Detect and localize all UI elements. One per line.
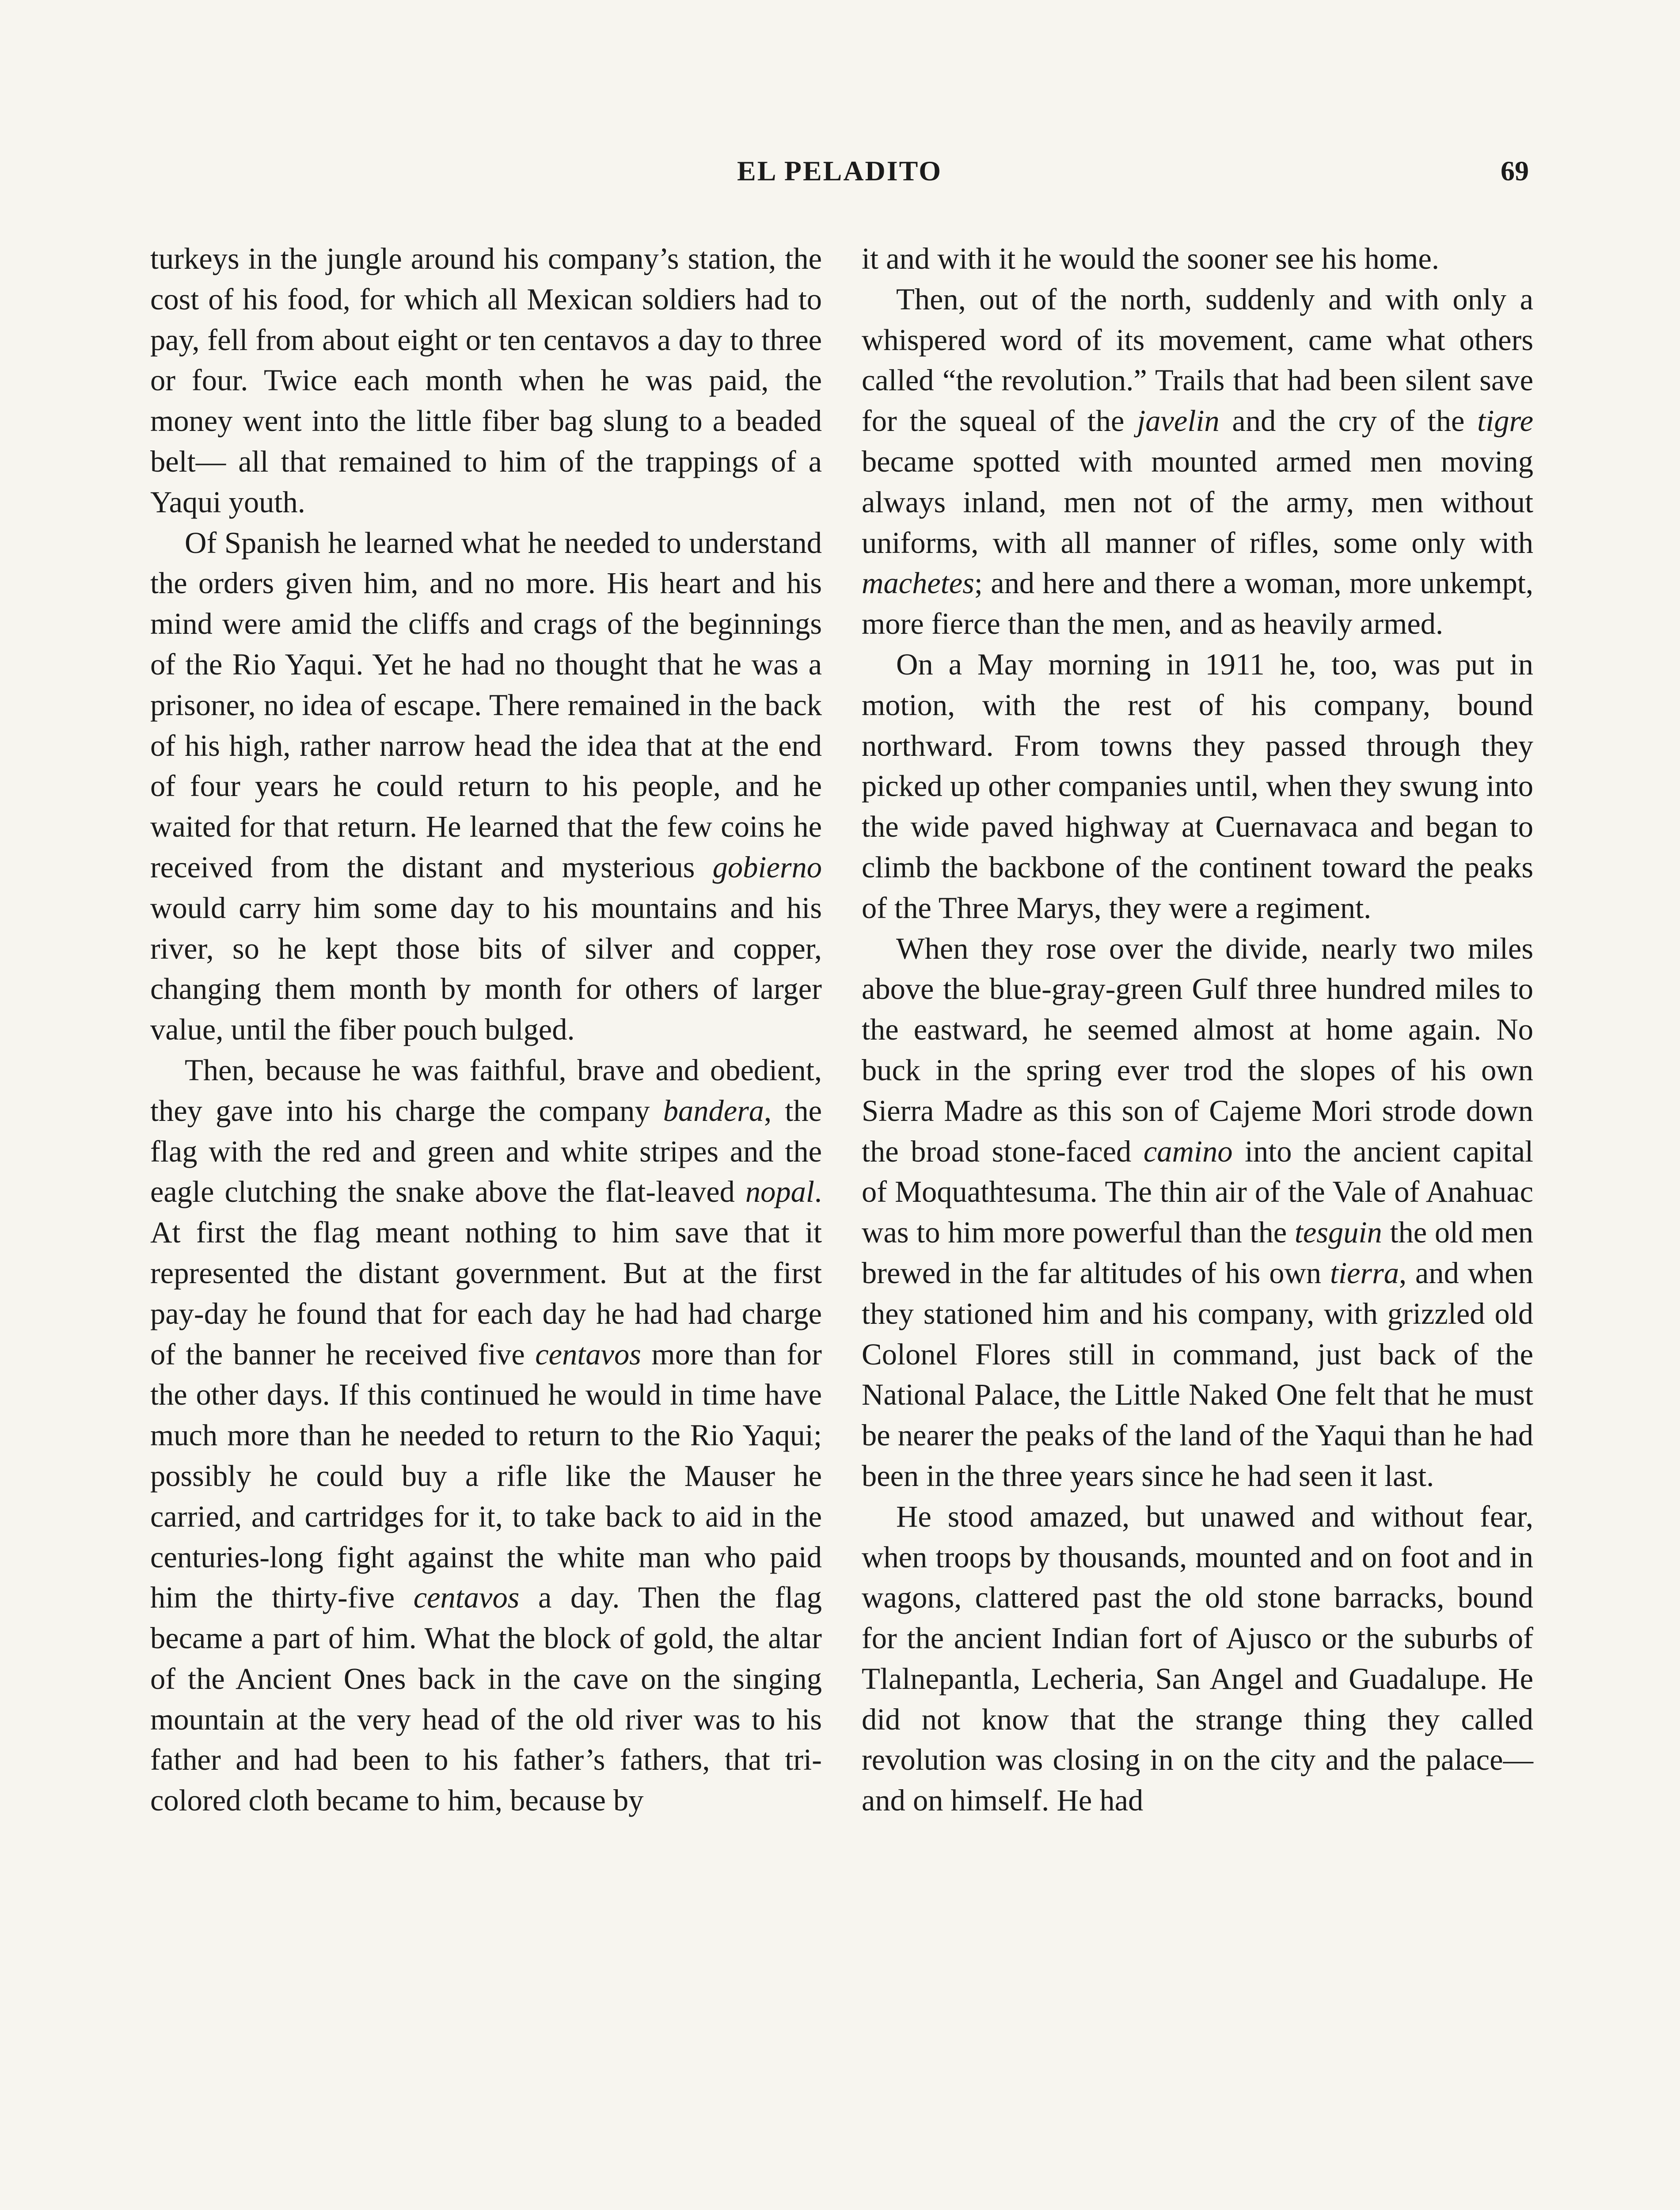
running-head: EL PELADITO (737, 155, 942, 187)
italic-term: tierra (1330, 1256, 1399, 1290)
text-run: On a May morning in 1911 he, too, was put in motion, with the rest of his company, bound northward. From towns they passed through they picked up other companies until, when they swung into the wide paved highway at Cuernavaca and began to climb the backbone of the continent toward the peaks of the Three Marys, they were a regiment. (862, 647, 1533, 925)
text-run: and the cry of the (1219, 404, 1478, 438)
text-run: Then, out of the north, suddenly and with only a whispered word of its movement, came what others called “the revolution.” Trails that had been silent save for the squeal of the (862, 282, 1533, 438)
text-run: more than for the other days. If this continued he would in time have much more than he needed to return to the Rio Yaqui; possibly he could buy a rifle like the Mauser he carried, and cartridges for it, to take back to aid in the centuries-long fight against the white man who paid him the thirty-five (150, 1337, 822, 1615)
text-run: into the ancient capital of Moquathtesuma. The thin air of the Vale of Anahuac was to him more powerful than the (862, 1134, 1534, 1250)
paragraph (862, 929, 1533, 1497)
text-run: . At first the flag meant nothing to him save that it represented the distant government. But at the first pay-day he found that for each day he had had charge of the banner he received five (150, 1175, 822, 1371)
italic-term: machetes (862, 566, 974, 600)
text-run: the old men brewed in the far altitudes of his own (862, 1216, 1533, 1290)
page-number: 69 (1501, 155, 1529, 187)
text-run: Of Spanish he learned what he needed to understand the orders given him, and no more. His heart and his mind were amid the cliffs and crags of the beginnings of the Rio Yaqui. Yet he had no thought that he was a prisoner, no idea of escape. There remained in the back of his high, rather narrow head the idea that at the end of four years he could return to his people, and he waited for that return. He learned that the few coins he received from the distant and mysterious (150, 526, 822, 884)
text-column-right (862, 239, 1533, 1821)
paragraph (150, 1050, 822, 1821)
italic-term: gobierno (712, 850, 822, 884)
text-run: , and when they stationed him and his company, with grizzled old Colonel Flores still in command, just back of the National Palace, the Little Naked One felt that he must be nearer the peaks of the land of the Yaqui than he had been in the three years since he had seen it last. (862, 1256, 1533, 1493)
paragraph (862, 239, 1533, 279)
text-run: , the flag with the red and green and white stripes and the eagle clutching the snake above the flat-leaved (150, 1094, 822, 1209)
text-run: turkeys in the jungle around his company’s station, the cost of his food, for which all Mexican soldiers had to pay, fell from about eight or ten centavos a day to three or four. Twice each month when he was paid, the money went into the little fiber bag slung to a beaded belt— all that remained to him of the trappings of a Yaqui youth. (150, 242, 822, 519)
italic-term: javelin (1137, 404, 1220, 438)
text-run: ; and here and there a woman, more unkempt, more fierce than the men, and as heavily armed. (862, 566, 1533, 641)
paragraph (150, 523, 822, 1050)
text-run: When they rose over the divide, nearly two miles above the blue-gray-green Gulf three hundred miles to the eastward, he seemed almost at home again. No buck in the spring ever trod the slopes of his own Sierra Madre as this son of Cajeme Mori strode down the broad stone-faced (862, 931, 1533, 1168)
text-run: became spotted with mounted armed men moving always inland, men not of the army, men without uniforms, with all manner of rifles, some only with (862, 444, 1533, 560)
paragraph (862, 644, 1533, 929)
paragraph (862, 279, 1533, 644)
italic-term: centavos (535, 1337, 641, 1371)
text-run: He stood amazed, but unawed and without fear, when troops by thousands, mounted and on foot and in wagons, clattered past the old stone barracks, bound for the ancient Indian fort of Ajusco or the suburbs of Tlalnepantla, Lecheria, San Angel and Guadalupe. He did not know that the strange thing they called revolution was closing in on the city and the palace—and on himself. He had (862, 1499, 1533, 1818)
italic-term: centavos (413, 1581, 520, 1615)
paragraph (862, 1497, 1533, 1821)
text-column-left (150, 239, 822, 1821)
paragraph (150, 239, 822, 523)
text-run: a day. Then the flag became a part of him. What the block of gold, the altar of the Ancient Ones back in the cave on the singing mountain at the very head of the old river was to his father and had been to his father’s fathers, that tri-colored cloth became to him, because by (150, 1581, 822, 1818)
italic-term: tigre (1477, 404, 1533, 438)
italic-term: nopal (745, 1175, 814, 1209)
text-run: it and with it he would the sooner see his home. (862, 242, 1439, 275)
text-run: Then, because he was faithful, brave and obedient, they gave into his charge the company (150, 1053, 822, 1128)
italic-term: camino (1143, 1134, 1233, 1168)
italic-term: tesguin (1294, 1216, 1382, 1250)
italic-term: bandera (663, 1094, 764, 1128)
page-header (150, 150, 1529, 203)
text-run: would carry him some day to his mountains and his river, so he kept those bits of silver and copper, changing them month by month for others of larger value, until the fiber pouch bulged. (150, 891, 822, 1047)
